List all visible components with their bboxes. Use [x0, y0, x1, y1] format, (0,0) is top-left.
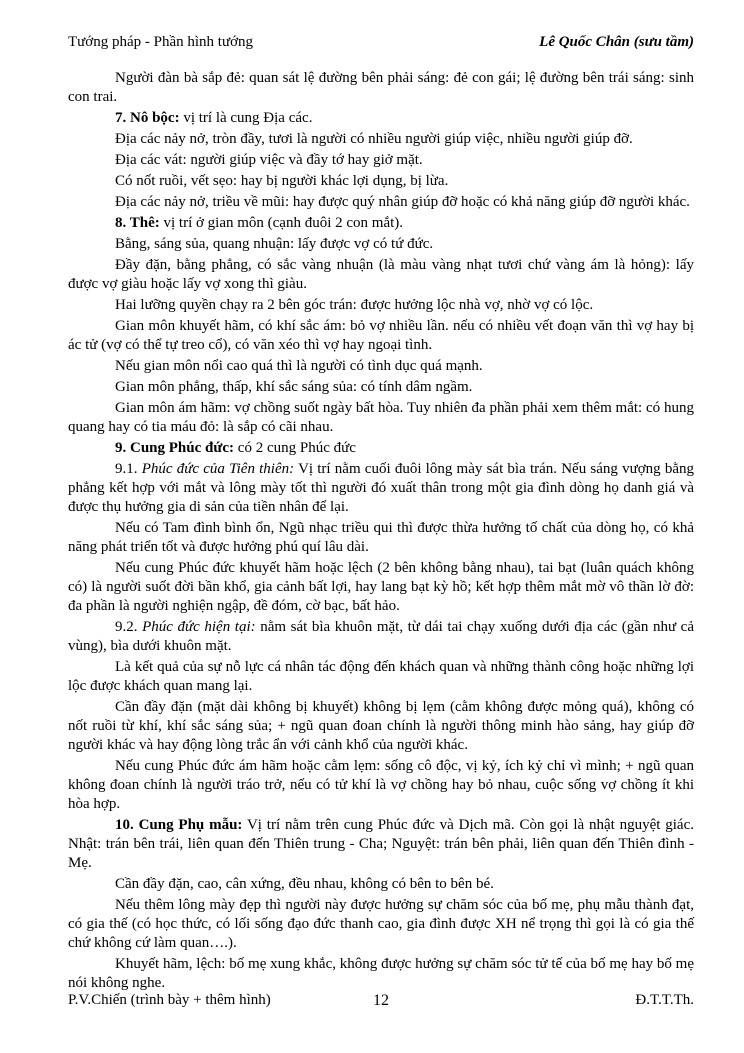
paragraph	[68, 618, 694, 656]
text-run: Địa các vát: người giúp việc và đầy tớ hay giở mặt.	[115, 152, 423, 168]
text-run: Địa các nảy nở, triều về mũi: hay được quý nhân giúp đỡ hoặc có khả năng giúp đỡ người khác.	[115, 194, 690, 210]
paragraph	[68, 658, 694, 696]
paragraph	[68, 69, 694, 107]
text-run: Vị trí nằm cuối đuôi lông mày sát bìa trán. Nếu sáng vượng bằng phẳng kết hợp với mắt và lông mày tốt thì người đó xuất thân trong một gia đình dòng họ danh giá và được thụ hưởng gia di sản của tiền nhân để lại.	[68, 461, 695, 515]
text-run: vị trí là cung Địa các.	[179, 110, 313, 126]
paragraph	[68, 460, 694, 517]
text-run: Địa các nảy nở, tròn đầy, tươi là người có nhiều người giúp việc, nhiều người giúp đỡ.	[115, 131, 633, 147]
paragraph	[68, 559, 694, 616]
text-run: Có nốt ruồi, vết sẹo: hay bị người khác lợi dụng, bị lừa.	[115, 173, 449, 189]
paragraph	[68, 109, 694, 128]
paragraph	[68, 214, 694, 233]
text-run: Gian môn ám hãm: vợ chồng suốt ngày bất hòa. Tuy nhiên đa phần phải xem thêm mắt: có hung quang hay có tia máu đỏ: là sắp có cãi nhau.	[68, 400, 694, 435]
header-document-title: Tướng pháp - Phần hình tướng	[68, 34, 254, 50]
page-footer	[68, 991, 694, 1013]
text-run: 9.2.	[115, 619, 143, 635]
paragraph	[68, 151, 694, 170]
text-run: Bằng, sáng sủa, quang nhuận: lấy được vợ có tứ đức.	[115, 236, 434, 252]
paragraph	[68, 172, 694, 191]
paragraph	[68, 816, 694, 873]
paragraph	[68, 296, 694, 315]
paragraph	[68, 130, 694, 149]
text-run: Cần đầy đặn, cao, cân xứng, đều nhau, không có bên to bên bé.	[115, 876, 494, 892]
paragraph	[68, 896, 694, 953]
paragraph	[68, 317, 694, 355]
text-run: Khuyết hãm, lệch: bố mẹ xung khắc, không được hưởng sự chăm sóc tử tế của bố mẹ hay bố mẹ nói không nghe.	[68, 956, 694, 991]
text-run: Đầy đặn, bằng phẳng, có sắc vàng nhuận (là màu vàng nhạt tươi chứ vàng ám là hỏng): lấy được vợ giàu hoặc lấy vợ xong thì giàu.	[68, 257, 694, 292]
text-run: Nếu cung Phúc đức ám hãm hoặc cằm lẹm: sống cô độc, vị kỷ, ích kỷ chỉ vì mình; + ngũ quan không đoan chính là người tráo trở, nếu có tử khí là vợ chồng hay bỏ nhau, cuộc sống vợ chồng ít khi hòa hợp.	[68, 758, 694, 812]
page-number: 12	[373, 992, 389, 1009]
paragraph	[68, 955, 694, 993]
text-run: Người đàn bà sắp đẻ: quan sát lệ đường bên phải sáng: đẻ con gái; lệ đường bên trái sáng: sinh con trai.	[68, 70, 694, 105]
text-run: Nếu thêm lông mày đẹp thì người này được hưởng sự chăm sóc của bố mẹ, phụ mẫu thành đạt, có gia thế (có học thức, có lối sống đạo đức thanh cao, gia đình được XH nể trọng thì gọi là có gia thế chứ không cứ làm quan….).	[68, 897, 694, 951]
text-run: 10. Cung Phụ mẫu:	[115, 817, 243, 833]
text-run: nằm sát bìa khuôn mặt, từ dái tai chạy xuống dưới địa các (gần như cả vùng), bìa dưới khuôn mặt.	[68, 619, 694, 654]
text-run: 8. Thê:	[115, 215, 160, 231]
paragraph	[68, 875, 694, 894]
text-run: Phúc đức hiện tại:	[142, 619, 256, 635]
paragraph	[68, 256, 694, 294]
paragraph	[68, 399, 694, 437]
paragraph	[68, 378, 694, 397]
paragraph	[68, 439, 694, 458]
text-run: Là kết quả của sự nỗ lực cá nhân tác động đến khách quan và những thành công hoặc những lợi lộc được khách quan mang lại.	[68, 659, 694, 694]
paragraph	[68, 235, 694, 254]
footer-credit-left: P.V.Chiến (trình bày + thêm hình)	[68, 992, 271, 1008]
paragraph	[68, 357, 694, 376]
text-run: 9.1.	[115, 461, 142, 477]
document-body	[68, 69, 694, 995]
text-run: Cần đầy đặn (mặt dài không bị khuyết) không bị lẹm (cằm không được mỏng quá), không có nốt ruồi từ khí, khí sắc sáng sủa; + ngũ quan đoan chính là người thông minh hào sảng, hay giúp đỡ người khác và hay động lòng trắc ẩn với cảnh khổ của người khác.	[68, 699, 694, 753]
paragraph	[68, 193, 694, 212]
text-run: Nếu gian môn nổi cao quá thì là người có tình dục quá mạnh.	[115, 358, 483, 374]
header-author: Lê Quốc Chân (sưu tầm)	[539, 34, 694, 50]
text-run: Nếu có Tam đình bình ổn, Ngũ nhạc triều qui thì được thừa hưởng tố chất của dòng họ, có khả năng phát triển tốt và được hưởng phú quí lâu dài.	[68, 520, 694, 555]
page-header	[68, 33, 694, 52]
paragraph	[68, 519, 694, 557]
text-run: vị trí ở gian môn (cạnh đuôi 2 con mắt).	[159, 215, 404, 231]
text-run: có 2 cung Phúc đức	[234, 440, 356, 456]
text-run: 9. Cung Phúc đức:	[115, 440, 235, 456]
text-run: Hai lưỡng quyền chạy ra 2 bên góc trán: được hưởng lộc nhà vợ, nhờ vợ có lộc.	[115, 297, 594, 313]
text-run: Vị trí nằm trên cung Phúc đức và Dịch mã. Còn gọi là nhật nguyệt giác. Nhật: trán bên trái, liên quan đến Thiên trung - Cha; Nguyệt: trán bên phải, liên quan đến Thiên đình - Mẹ.	[68, 817, 695, 871]
text-run: Gian môn khuyết hãm, có khí sắc ám: bỏ vợ nhiều lần. nếu có nhiều vết đoạn văn thì vợ hay bị ác tử (vợ có thể tự treo cổ), có văn xéo thì vợ hay ngoại tình.	[68, 318, 694, 353]
text-run: Nếu cung Phúc đức khuyết hãm hoặc lệch (2 bên không bằng nhau), tai bạt (luân quách không có) là người suốt đời bần khổ, gia cảnh bất lợi, hay lang bạt kỳ hồ; kết hợp thêm mắt mờ vô thần lờ đờ: đa phần là người nghiện ngập, đề đóm, cờ bạc, bất hảo.	[68, 560, 694, 614]
paragraph	[68, 698, 694, 755]
text-run: Phúc đức của Tiên thiên:	[141, 461, 295, 477]
text-run: Gian môn phẳng, thấp, khí sắc sáng sủa: có tính dâm ngầm.	[115, 379, 473, 395]
footer-credit-right: Đ.T.T.Th.	[635, 992, 694, 1008]
paragraph	[68, 757, 694, 814]
text-run: 7. Nô bộc:	[115, 110, 180, 126]
